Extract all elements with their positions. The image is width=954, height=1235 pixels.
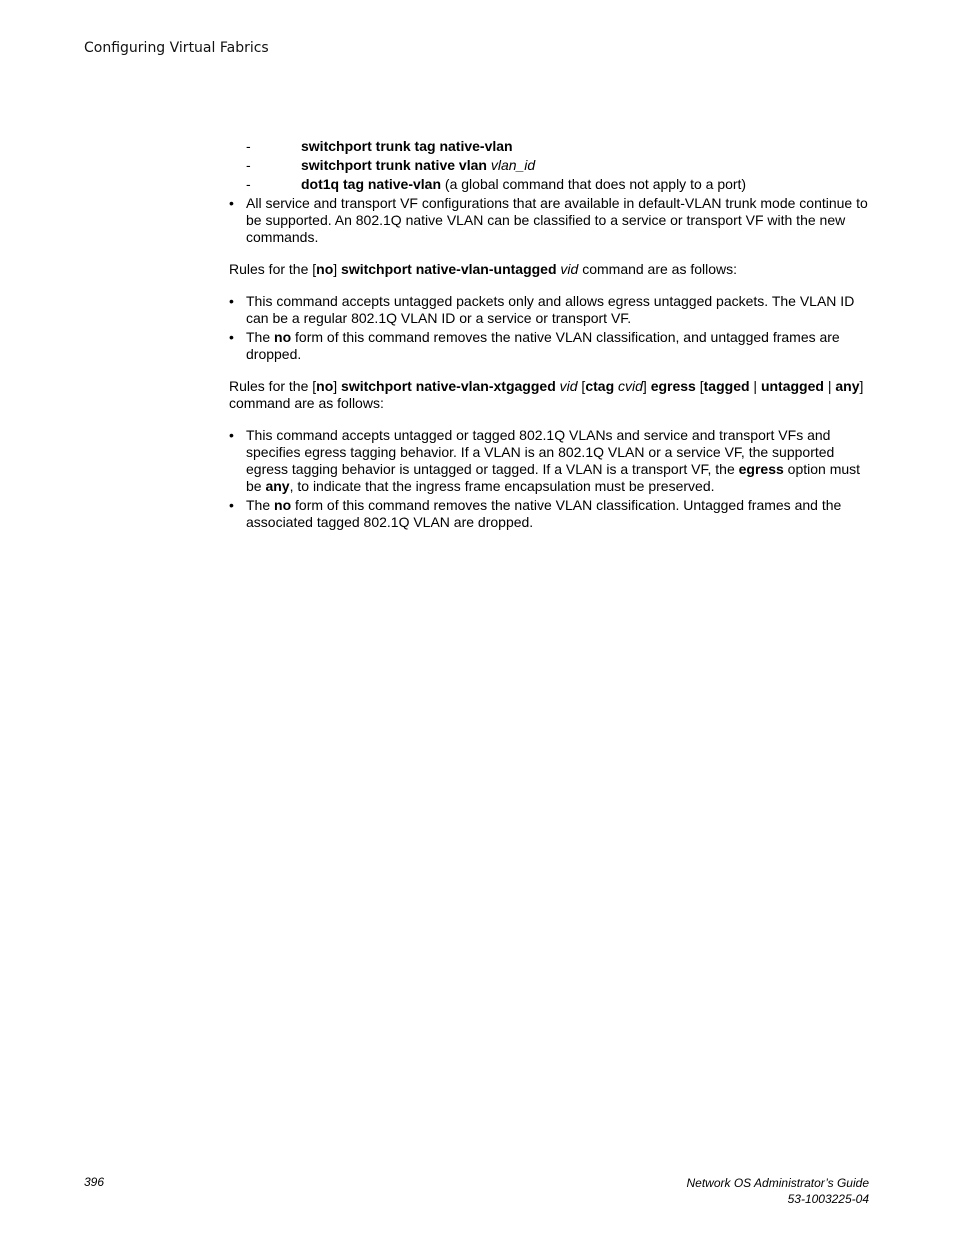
- command-argument: vid: [560, 261, 579, 277]
- running-header: Configuring Virtual Fabrics: [84, 40, 269, 56]
- rules-untagged-intro: Rules for the [no] switchport native-vlan-untagged vid command are as follows:: [229, 261, 738, 277]
- list-item: [229, 176, 869, 193]
- command-argument: vid: [559, 378, 578, 394]
- bullet-text: All service and transport VF configurations that are available in default-VLAN trunk mode continue to be supported. An 802.1Q native VLAN can be classified to a service or transport VF with the new commands.: [246, 195, 868, 245]
- bullet-item: • This command accepts untagged or tagged 802.1Q VLANs and service and transport VFs and specifies egress tagging behavior. If a VLAN is an 802.1Q VLAN or a service VF, the supported egress tagging behavior is untagged or tagged. If a VLAN is a transport VF, the egress option must be any, to indicate that the ingress frame encapsulation must be preserved.: [229, 427, 861, 494]
- keyword-no: no: [274, 329, 292, 345]
- command-name: dot1q tag native-vlan: [301, 176, 442, 192]
- command-note: (a global command that does not apply to a port): [441, 176, 747, 192]
- keyword-no: no: [274, 497, 292, 513]
- command-name: switchport native-vlan-xtgagged: [341, 378, 556, 394]
- dash-marker: -: [246, 157, 251, 173]
- command-name: switchport trunk native vlan: [301, 157, 487, 173]
- command-name: switchport trunk tag native-vlan: [301, 138, 513, 154]
- bullet-marker: •: [229, 497, 234, 513]
- bullet-marker: •: [229, 329, 234, 345]
- bullet-marker: •: [229, 293, 234, 309]
- rules-xtagged-intro: Rules for the [no] switchport native-vlan-xtgagged vid [ctag cvid] egress [tagged | untagged | any] command are as follows:: [229, 378, 864, 411]
- command-name: switchport native-vlan-untagged: [341, 261, 557, 277]
- bullet-item: • The no form of this command removes the native VLAN classification, and untagged frames are dropped.: [229, 329, 840, 362]
- page-number: 396: [84, 1175, 105, 1189]
- bullet-text: This command accepts untagged packets only and allows egress untagged packets. The VLAN ID can be a regular 802.1Q VLAN ID or a service or transport VF.: [246, 293, 855, 326]
- dash-marker: -: [246, 138, 251, 154]
- bullet-item: [229, 293, 869, 327]
- bullet-marker: •: [229, 427, 234, 443]
- list-item: [229, 157, 869, 174]
- command-argument: vlan_id: [490, 157, 536, 173]
- keyword-no: no: [316, 261, 334, 277]
- bullet-item: • The no form of this command removes the native VLAN classification. Untagged frames and the associated tagged 802.1Q VLAN are dropped.: [229, 497, 842, 530]
- bullet-item: [229, 195, 869, 246]
- dash-marker: -: [246, 176, 251, 192]
- list-item: [229, 138, 869, 155]
- bullet-marker: •: [229, 195, 234, 211]
- page-content: [229, 138, 869, 533]
- doc-number: 53-1003225-04: [787, 1192, 869, 1206]
- doc-title: Network OS Administrator’s Guide: [686, 1176, 869, 1190]
- footer-doc-info: [686, 1175, 869, 1207]
- keyword-no: no: [316, 378, 334, 394]
